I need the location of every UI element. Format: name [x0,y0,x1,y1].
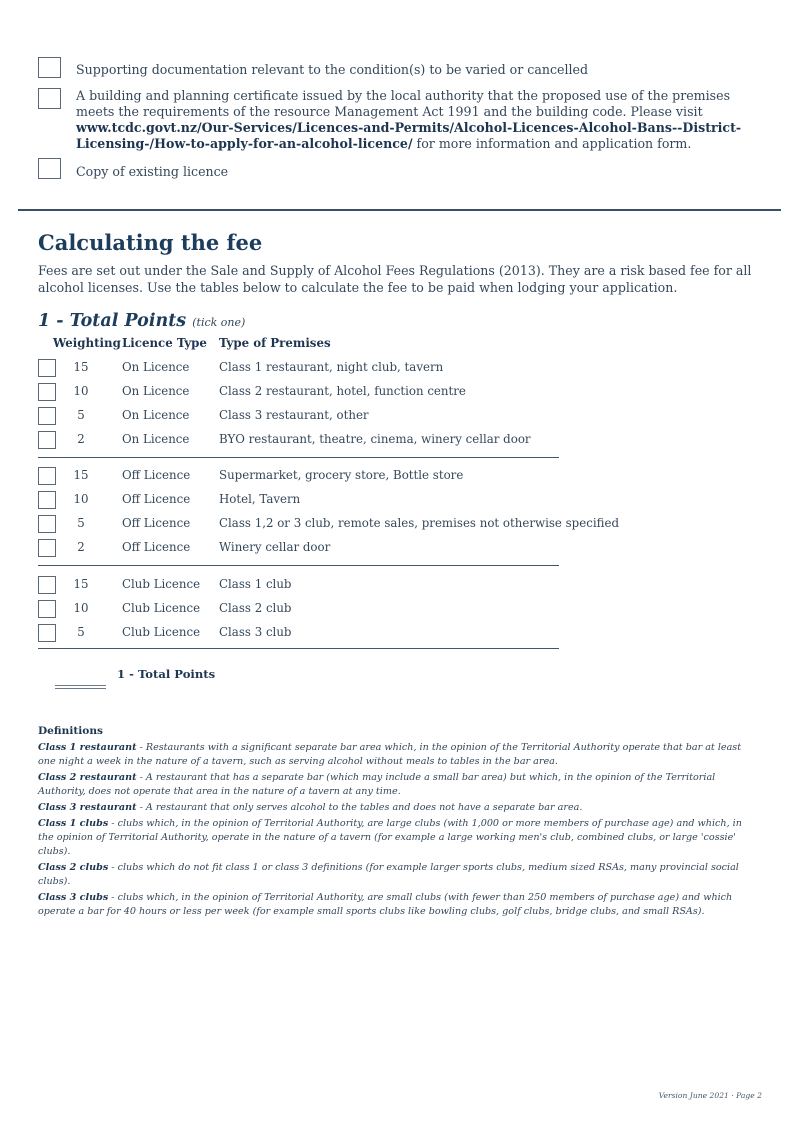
section-title: Calculating the fee [38,230,263,255]
group-divider [38,565,559,566]
row-weighting: 10 [73,492,89,506]
page-footer: Version June 2021 · Page 2 [658,1091,762,1100]
row-premises: Class 2 club [219,601,292,615]
row-premises: Class 3 club [219,625,292,639]
row-premises: Class 1 restaurant, night club, tavern [219,360,444,374]
definition-term: Class 2 clubs [38,862,109,873]
row-premises: Class 3 restaurant, other [219,408,369,422]
row-licence-type: On Licence [122,360,190,374]
row-premises: Winery cellar door [219,540,331,554]
definition-item [38,741,758,769]
table-title [38,311,245,331]
table-title-text: 1 - Total Points [38,311,187,331]
row-weighting: 15 [73,577,89,591]
row-weighting: 15 [73,468,89,482]
row-premises: BYO restaurant, theatre, cinema, winery cellar door [219,432,531,446]
tcdc-link[interactable]: www.tcdc.govt.nz/Our-Services/Licences-and-Permits/Alcohol-Licences-Alcohol-Bans--District-Licensing-/How-to-apply-for-an-alcohol-licence/ [76,120,742,151]
row-weighting: 2 [77,540,85,554]
definition-item [38,771,758,799]
requirement-label-1: Supporting documentation relevant to the condition(s) to be varied or cancelled [76,62,589,77]
total-points-label: 1 - Total Points [117,667,216,681]
section-divider [18,209,781,211]
definition-term: Class 2 restaurant [38,772,137,783]
row-premises: Hotel, Tavern [219,492,301,506]
row-licence-type: On Licence [122,432,190,446]
row-premises: Class 1,2 or 3 club, remote sales, premises not otherwise specified [219,516,619,530]
row-checkbox-11[interactable] [38,624,56,642]
definition-text: - clubs which, in the opinion of Territorial Authority, are small clubs (with fewer than 250 members of purchase age) and which operate a bar for 40 hours or less per week (for example small sports clubs like bowling clubs, golf clubs, bridge clubs, and small RSAs). [38,892,733,917]
definition-term: Class 1 clubs [38,818,109,829]
requirement-2-text-after: for more information and application form. [412,136,692,151]
row-weighting: 10 [73,601,89,615]
definition-item [38,861,758,889]
row-checkbox-7[interactable] [38,515,56,533]
row-weighting: 15 [73,360,89,374]
header-weighting: Weighting [53,336,121,350]
row-licence-type: On Licence [122,408,190,422]
row-checkbox-9[interactable] [38,576,56,594]
row-licence-type: Off Licence [122,492,191,506]
row-checkbox-3[interactable] [38,407,56,425]
row-premises: Supermarket, grocery store, Bottle store [219,468,464,482]
definitions-block [38,724,758,919]
requirement-2-text: A building and planning certificate issued by the local authority that the proposed use of the premises meets the requirements of the resource Management Act 1991 and the building code. Please visit [76,88,731,119]
section-intro: Fees are set out under the Sale and Supply of Alcohol Fees Regulations (2013). They are a risk based fee for all alcohol licenses. Use the tables below to calculate the fee to be paid when lodging your application. [38,263,752,295]
row-premises: Class 2 restaurant, hotel, function centre [219,384,466,398]
row-weighting: 5 [77,625,85,639]
row-weighting: 10 [73,384,89,398]
definition-text: - A restaurant that only serves alcohol to the tables and does not have a separate bar area. [136,802,583,813]
row-weighting: 2 [77,432,85,446]
row-weighting: 5 [77,408,85,422]
definitions-title: Definitions [38,725,104,737]
total-points-field-underline [55,688,106,689]
table-subtitle: (tick one) [192,316,246,329]
requirement-checkbox-3[interactable] [38,158,61,179]
requirement-label-2 [76,88,756,152]
row-checkbox-4[interactable] [38,431,56,449]
row-licence-type: On Licence [122,384,190,398]
header-licence-type: Licence Type [122,336,207,350]
requirement-checkbox-1[interactable] [38,57,61,78]
definition-term: Class 3 clubs [38,892,109,903]
row-licence-type: Club Licence [122,625,201,639]
definition-item [38,891,758,919]
definition-text: - clubs which, in the opinion of Territorial Authority, are large clubs (with 1,000 or more members of purchase age) and which, in the opinion of Territorial Authority, operate in the nature of a tavern (for example a large working men's club, combined clubs, or large 'cossie' clubs). [38,818,742,857]
definition-text: - A restaurant that has a separate bar (which may include a small bar area) but which, in the opinion of the Territorial Authority, does not operate that area in the nature of a tavern at any time. [38,772,716,797]
row-licence-type: Off Licence [122,516,191,530]
group-divider [38,457,559,458]
requirement-checkbox-2[interactable] [38,88,61,109]
definition-term: Class 3 restaurant [38,802,137,813]
row-checkbox-8[interactable] [38,539,56,557]
row-licence-type: Off Licence [122,540,191,554]
row-premises: Class 1 club [219,577,292,591]
definition-item [38,801,758,815]
row-checkbox-5[interactable] [38,467,56,485]
row-licence-type: Off Licence [122,468,191,482]
row-weighting: 5 [77,516,85,530]
definition-item [38,817,758,859]
group-divider [38,648,559,649]
row-checkbox-10[interactable] [38,600,56,618]
definition-text: - clubs which do not fit class 1 or class 3 definitions (for example larger sports clubs, medium sized RSAs, many provincial social clubs). [38,862,739,887]
header-premises: Type of Premises [219,336,331,350]
definition-text: - Restaurants with a significant separate bar area which, in the opinion of the Territorial Authority operate that bar at least one night a week in the nature of a tavern, such as serving alcohol without meals to tables in the bar area. [38,742,742,767]
row-licence-type: Club Licence [122,601,201,615]
requirement-label-3: Copy of existing licence [76,164,229,179]
row-checkbox-2[interactable] [38,383,56,401]
row-checkbox-1[interactable] [38,359,56,377]
row-licence-type: Club Licence [122,577,201,591]
total-points-field[interactable] [55,685,106,686]
definition-term: Class 1 restaurant [38,742,137,753]
row-checkbox-6[interactable] [38,491,56,509]
